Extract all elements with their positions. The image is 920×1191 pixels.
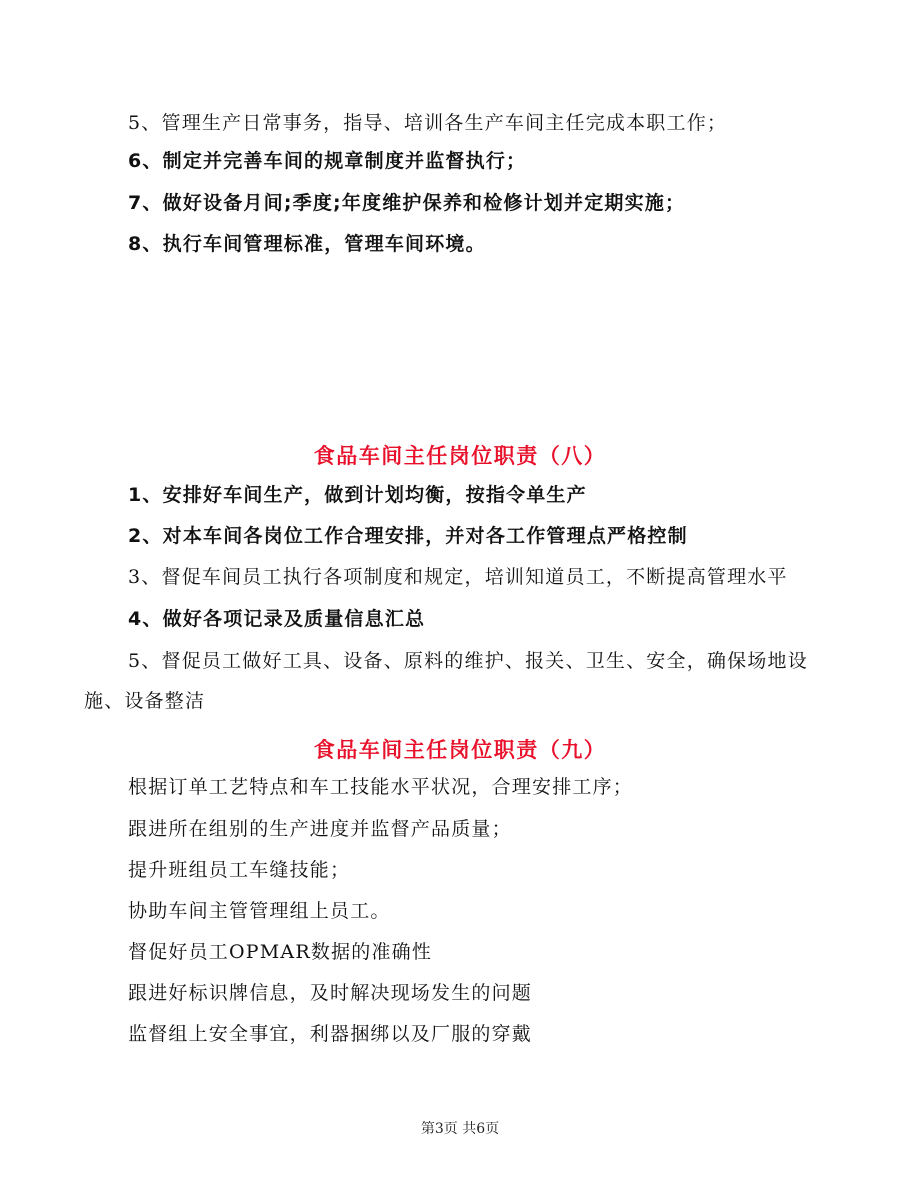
section-nine-title: 食品车间主任岗位职责（九） [313, 738, 607, 762]
section-nine-item-6: 跟进好标识牌信息，及时解决现场发生的问题 [128, 982, 533, 1004]
section-eight-item-1: 1、安排好车间生产，做到计划均衡，按指令单生产 [128, 484, 587, 506]
section-eight-item-2: 2、对本车间各岗位工作合理安排，并对各工作管理点严格控制 [128, 525, 688, 547]
section-nine-item-3: 提升班组员工车缝技能； [128, 859, 351, 881]
section-nine-item-7: 监督组上安全事宜，利器捆绑以及厂服的穿戴 [128, 1023, 533, 1045]
prev-item-5: 5、管理生产日常事务，指导、培训各生产车间主任完成本职工作； [128, 112, 728, 134]
section-nine-item-2: 跟进所在组别的生产进度并监督产品质量； [128, 818, 512, 840]
section-nine-item-1: 根据订单工艺特点和车工技能水平状况，合理安排工序； [128, 776, 634, 798]
section-eight-item-5-continued: 施、设备整洁 [84, 690, 206, 712]
section-nine-item-5: 督促好员工OPMAR数据的准确性 [128, 941, 433, 963]
section-eight-item-5: 5、督促员工做好工具、设备、原料的维护、报关、卫生、安全，确保场地设 [128, 650, 808, 672]
prev-item-8: 8、执行车间管理标准，管理车间环境。 [128, 233, 486, 255]
prev-item-6: 6、制定并完善车间的规章制度并监督执行； [128, 150, 527, 172]
prev-item-7: 7、做好设备月间;季度;年度维护保养和检修计划并定期实施； [128, 192, 686, 214]
section-nine-item-4: 协助车间主管管理组上员工。 [128, 900, 391, 922]
page-number-footer: 第3页 共6页 [420, 1121, 500, 1137]
section-eight-title: 食品车间主任岗位职责（八） [313, 444, 607, 468]
section-eight-item-3: 3、督促车间员工执行各项制度和规定，培训知道员工，不断提高管理水平 [128, 566, 788, 588]
section-eight-item-4: 4、做好各项记录及质量信息汇总 [128, 608, 426, 630]
